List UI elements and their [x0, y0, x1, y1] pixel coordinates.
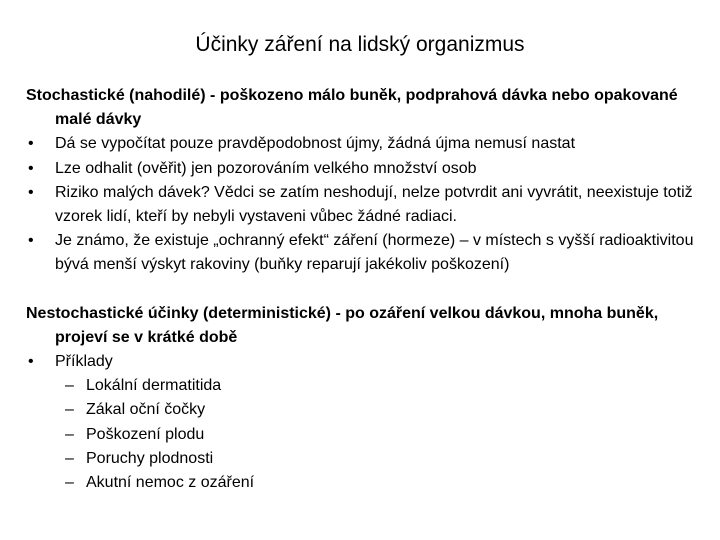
- sub-list-item-text: Lokální dermatitida: [86, 377, 222, 395]
- list-item: [26, 350, 710, 374]
- dash-icon: –: [65, 377, 74, 395]
- sub-list-item-text: Poškození plodu: [86, 425, 205, 443]
- dash-icon: –: [65, 474, 74, 492]
- sub-list-item: [26, 471, 710, 495]
- bullet-icon: •: [28, 135, 34, 153]
- sub-list-item: [26, 374, 710, 398]
- sub-list-item-text: Poruchy plodnosti: [86, 449, 214, 467]
- section-spacer: [26, 278, 710, 302]
- list-item-text: Příklady: [55, 353, 113, 371]
- list-item: [26, 181, 710, 229]
- slide-title: Účinky záření na lidský organizmus: [195, 33, 525, 56]
- list-item: [26, 132, 710, 156]
- bullet-icon: •: [28, 232, 34, 250]
- dash-icon: –: [65, 401, 74, 419]
- bullet-icon: •: [28, 183, 34, 201]
- bullet-icon: •: [28, 159, 34, 177]
- list-item-text: Je známo, že existuje „ochranný efekt“ záření (hormeze) – v místech s vyšší radioaktivitou bývá menší výskyt rakoviny (buňky reparují jakékoliv poškození): [55, 232, 694, 274]
- slide-body: [26, 84, 710, 495]
- list-item: [26, 229, 710, 277]
- sub-list-item-text: Akutní nemoc z ozáření: [86, 474, 255, 492]
- sub-list-item-text: Zákal oční čočky: [86, 401, 206, 419]
- section-heading-stochastic: Stochastické (nahodilé) - poškozeno málo buněk, podprahová dávka nebo opakované malé dávky: [26, 87, 678, 129]
- section-heading-deterministic: Nestochastické účinky (deterministické) - po ozáření velkou dávkou, mnoha buněk, projeví se v krátké době: [26, 304, 659, 346]
- dash-icon: –: [65, 425, 74, 443]
- bullet-icon: •: [28, 353, 34, 371]
- list-item-text: Dá se vypočítat pouze pravděpodobnost újmy, žádná újma nemusí nastat: [55, 135, 576, 153]
- sub-list-item: [26, 447, 710, 471]
- list-item-text: Riziko malých dávek? Vědci se zatím neshodují, nelze potvrdit ani vyvrátit, neexistuje totiž vzorek lidí, kteří by nebyli vystaveni vůbec žádné radiaci.: [55, 183, 693, 226]
- sub-list-item: [26, 398, 710, 422]
- list-item: [26, 157, 710, 181]
- dash-icon: –: [65, 449, 74, 467]
- sub-list-item: [26, 423, 710, 447]
- list-item-text: Lze odhalit (ověřit) jen pozorováním velkého množství osob: [55, 159, 477, 177]
